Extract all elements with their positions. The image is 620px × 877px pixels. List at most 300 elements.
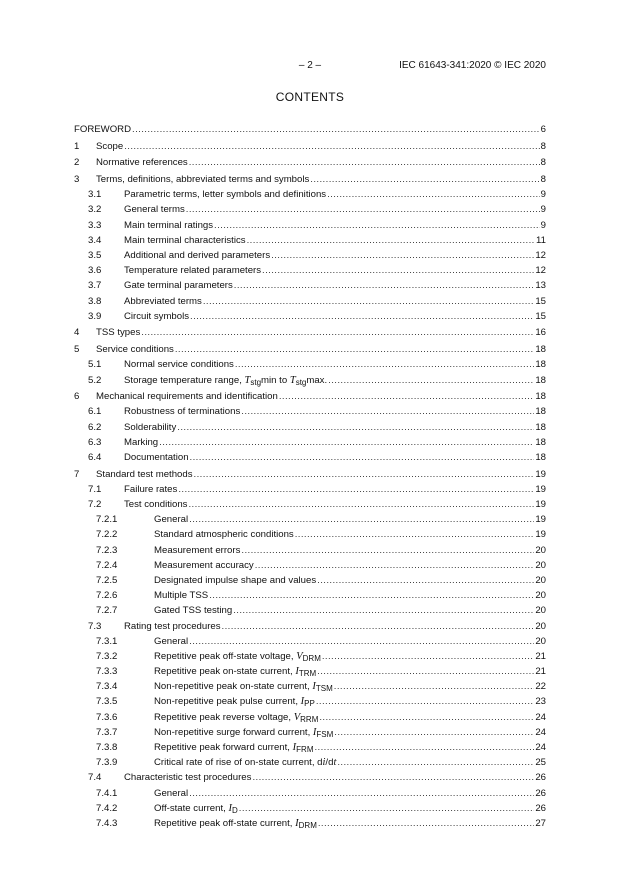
toc-entry-page: 9 (540, 189, 546, 201)
toc-entry[interactable] (74, 122, 546, 137)
toc-entry-number: 7.2.7 (96, 605, 118, 617)
toc-entry-title (154, 543, 241, 558)
toc-entry[interactable] (74, 155, 546, 170)
dot-leader (189, 155, 540, 170)
toc-entry-number: 3.5 (88, 250, 102, 261)
toc-entry-label: Non-repetitive peak on-state current, (154, 681, 313, 693)
toc-entry-page: 18 (535, 451, 546, 463)
toc-entry-label: Standard atmospheric conditions (154, 529, 294, 541)
toc-entry-number: 7.2.6 (96, 590, 118, 602)
toc-entry-number: 5.1 (88, 359, 102, 371)
toc-entry-page: 18 (535, 406, 546, 418)
toc-entry-number: 3.8 (88, 295, 102, 307)
table-of-contents (74, 122, 546, 831)
toc-entry-page: 18 (535, 421, 546, 433)
toc-entry-page: 12 (535, 265, 546, 277)
toc-entry-page: 19 (535, 529, 546, 541)
toc-entry-label: Repetitive peak off-state current, (154, 817, 296, 829)
toc-entry[interactable] (74, 801, 546, 816)
dot-leader (328, 373, 534, 388)
toc-entry-title (124, 770, 252, 785)
toc-entry-label: Abbreviated terms (124, 295, 202, 307)
toc-entry-number: 2 (74, 157, 80, 169)
toc-entry[interactable] (74, 325, 546, 340)
toc-entry-page: 20 (535, 559, 546, 571)
toc-entry[interactable] (74, 278, 546, 293)
toc-entry-number: 6 (74, 391, 80, 403)
dot-leader (189, 786, 534, 801)
toc-entry-number: 7.3.4 (96, 681, 118, 693)
toc-entry[interactable] (74, 770, 546, 785)
toc-entry-title (154, 786, 189, 801)
toc-entry-page: 11 (536, 234, 546, 246)
toc-entry-title (124, 187, 327, 202)
dot-leader (252, 770, 534, 785)
toc-entry-title (124, 497, 188, 512)
toc-entry-page: 25 (535, 757, 546, 769)
toc-entry-label: Circuit symbols (124, 310, 190, 322)
dot-leader (190, 450, 535, 465)
standard-reference: IEC 61643-341:2020 © IEC 2020 (399, 60, 546, 71)
toc-entry[interactable] (74, 588, 546, 603)
toc-entry-page: 20 (535, 544, 546, 556)
toc-entry-number: 6.3 (88, 436, 102, 448)
toc-entry[interactable] (74, 497, 546, 512)
toc-entry-number: 7.3.9 (96, 757, 118, 769)
toc-entry-title (154, 679, 334, 694)
toc-entry[interactable] (74, 309, 546, 324)
toc-entry-label: Additional and derived parameters (124, 250, 271, 261)
symbol-letter: V (293, 711, 301, 723)
toc-entry-label: Non-repetitive peak pulse current, (154, 696, 301, 708)
toc-entry-title (96, 139, 124, 154)
dot-leader (327, 187, 540, 202)
toc-entry-label: FOREWORD (74, 124, 132, 135)
dot-leader (322, 649, 534, 664)
toc-entry[interactable] (74, 573, 546, 588)
dot-leader (194, 467, 535, 482)
toc-entry-page: 18 (535, 391, 546, 403)
toc-entry-number: 3.6 (88, 265, 102, 277)
symbol-subscript: TSM (315, 684, 333, 694)
symbol-letter: I (228, 802, 232, 814)
toc-entry-label: Off-state current, (154, 802, 229, 814)
toc-entry-title (74, 122, 132, 137)
dot-leader (310, 172, 539, 187)
symbol-letter: V (296, 650, 303, 662)
symbol-subscript: PP (304, 699, 315, 709)
toc-entry-label: Mechanical requirements and identification (96, 391, 278, 403)
dot-leader (209, 588, 534, 603)
toc-entry[interactable] (74, 558, 546, 573)
toc-entry-label: Measurement accuracy (154, 559, 254, 571)
toc-entry-label: Test conditions (124, 499, 188, 510)
toc-entry-number: 7.3.5 (96, 696, 118, 708)
dot-leader (337, 755, 534, 770)
toc-entry[interactable] (74, 619, 546, 634)
toc-entry[interactable] (74, 786, 546, 801)
page-number: – 2 – (298, 60, 322, 71)
toc-entry-label: Repetitive peak forward current, (154, 742, 293, 753)
toc-entry-title (124, 420, 177, 435)
dot-leader (255, 558, 535, 573)
toc-entry-page: 21 (535, 666, 546, 678)
toc-entry-page: 26 (535, 787, 546, 799)
dot-leader (295, 527, 535, 542)
dot-leader (317, 664, 534, 679)
toc-entry[interactable] (74, 373, 546, 388)
toc-entry-label: Normal service conditions (124, 359, 234, 371)
toc-entry-title (154, 649, 322, 664)
toc-entry-page: 23 (535, 696, 546, 708)
dot-leader (186, 202, 540, 217)
toc-entry-page: 18 (535, 359, 546, 371)
toc-entry-title (154, 755, 337, 770)
toc-entry-title (124, 218, 214, 233)
toc-entry[interactable] (74, 294, 546, 309)
toc-entry-title (154, 664, 317, 679)
toc-entry-number: 7.3 (88, 620, 102, 632)
toc-entry[interactable] (74, 649, 546, 664)
toc-entry-title (124, 404, 241, 419)
toc-entry-page: 9 (540, 204, 546, 216)
toc-entry-title (154, 740, 314, 755)
dot-leader (317, 573, 534, 588)
dot-leader (271, 248, 534, 263)
toc-entry-page: 9 (540, 219, 546, 231)
toc-entry-label: Non-repetitive surge forward current, (154, 726, 313, 738)
dot-leader (175, 342, 534, 357)
toc-entry-label: Repetitive peak reverse voltage, (154, 711, 294, 723)
toc-entry[interactable] (74, 248, 546, 263)
toc-entry-page: 8 (540, 174, 546, 186)
toc-entry-title (154, 816, 318, 831)
dot-leader (235, 357, 534, 372)
toc-entry[interactable] (74, 263, 546, 278)
toc-entry[interactable] (74, 389, 546, 404)
toc-entry-label: General (154, 787, 189, 799)
toc-entry-number: 3.7 (88, 280, 102, 292)
toc-entry[interactable] (74, 755, 546, 770)
toc-entry-page: 18 (535, 374, 546, 386)
dot-leader (334, 679, 535, 694)
toc-entry-title (124, 357, 235, 372)
toc-entry-label: Failure rates (124, 483, 178, 495)
toc-entry-title (154, 573, 317, 588)
toc-entry-page: 18 (535, 436, 546, 448)
toc-entry-page: 20 (535, 635, 546, 647)
toc-entry-label: Parametric terms, letter symbols and definitions (124, 189, 327, 201)
toc-entry-label: Terms, definitions, abbreviated terms and symbols (96, 174, 310, 186)
toc-entry-label: Temperature related parameters (124, 265, 262, 277)
toc-entry[interactable] (74, 725, 546, 740)
toc-entry[interactable] (74, 740, 546, 755)
symbol-letter: I (295, 817, 299, 829)
dot-leader (177, 420, 534, 435)
dot-leader (319, 710, 534, 725)
toc-entry-page: 24 (535, 711, 546, 723)
toc-entry-number: 6.2 (88, 421, 102, 433)
toc-entry-title (124, 233, 247, 248)
toc-entry-number: 7.2.3 (96, 544, 118, 556)
symbol-subscript: D (231, 805, 238, 815)
toc-entry-label: Repetitive peak off-state voltage, (154, 650, 297, 662)
toc-entry-title (154, 603, 233, 618)
toc-entry-page: 12 (535, 250, 546, 261)
toc-entry[interactable] (74, 139, 546, 154)
toc-entry-page: 19 (535, 499, 546, 510)
toc-entry-page: 20 (535, 620, 546, 632)
toc-entry[interactable] (74, 679, 546, 694)
toc-entry[interactable] (74, 187, 546, 202)
toc-entry[interactable] (74, 527, 546, 542)
dot-leader (334, 725, 534, 740)
toc-entry-label: Characteristic test procedures (124, 772, 252, 784)
toc-entry-page: 19 (535, 514, 546, 526)
symbol-letter: T (244, 374, 251, 386)
symbol-letter: I (292, 742, 297, 753)
toc-entry[interactable] (74, 450, 546, 465)
toc-entry-number: 7.4.2 (96, 802, 118, 814)
toc-entry[interactable] (74, 482, 546, 497)
dot-leader (279, 389, 534, 404)
dot-leader (189, 512, 534, 527)
toc-entry-title (154, 694, 316, 709)
toc-entry-number: 7.3.6 (96, 711, 118, 723)
toc-entry-title (124, 435, 159, 450)
toc-entry-label: Marking (124, 436, 159, 448)
toc-entry-label: General (154, 635, 189, 647)
toc-entry[interactable] (74, 694, 546, 709)
toc-entry[interactable] (74, 467, 546, 482)
toc-entry-page: 22 (535, 681, 546, 693)
toc-entry-title (96, 325, 141, 340)
toc-entry-title (124, 450, 190, 465)
toc-entry-label: Main terminal ratings (124, 219, 214, 231)
toc-entry-label: TSS types (96, 327, 141, 339)
toc-entry-page: 8 (540, 157, 546, 169)
toc-entry-label: Repetitive peak on-state current, (154, 666, 296, 678)
toc-entry-title (154, 725, 334, 740)
symbol-letter: i (322, 757, 326, 769)
toc-entry-label: General (154, 514, 189, 526)
dot-leader (189, 634, 534, 649)
toc-entry-number: 7.2.1 (96, 514, 118, 526)
toc-entry-number: 7.3.7 (96, 726, 118, 738)
toc-entry-number: 7.2.2 (96, 529, 118, 541)
toc-entry-number: 4 (74, 327, 80, 339)
toc-entry-title (96, 172, 310, 187)
toc-entry-title (96, 389, 279, 404)
toc-entry-label: Gated TSS testing (154, 605, 233, 617)
toc-entry-label: Storage temperature range, (124, 374, 245, 386)
toc-entry[interactable] (74, 543, 546, 558)
dot-leader (203, 294, 534, 309)
toc-entry-title (124, 294, 203, 309)
toc-entry-number: 3.3 (88, 219, 102, 231)
toc-entry-page: 20 (535, 590, 546, 602)
toc-entry-page: 6 (540, 124, 546, 135)
toc-entry-page: 20 (535, 605, 546, 617)
toc-entry-label: Multiple TSS (154, 590, 209, 602)
toc-entry-label: Designated impulse shape and values (154, 574, 317, 586)
toc-entry-number: 7.4.3 (96, 817, 118, 829)
toc-entry-label: Documentation (124, 451, 189, 463)
dot-leader (234, 278, 535, 293)
toc-entry-page: 26 (535, 772, 546, 784)
symbol-letter: I (312, 681, 316, 693)
toc-entry-page: 15 (535, 310, 546, 322)
toc-entry-number: 7.3.1 (96, 635, 118, 647)
toc-entry-number: 3.4 (88, 234, 102, 246)
toc-entry-title (96, 467, 194, 482)
toc-entry[interactable] (74, 342, 546, 357)
toc-entry[interactable] (74, 218, 546, 233)
toc-entry[interactable] (74, 172, 546, 187)
toc-entry-number: 7.4 (88, 772, 102, 784)
toc-entry-number: 3.1 (88, 189, 102, 201)
toc-entry[interactable] (74, 202, 546, 217)
toc-entry[interactable] (74, 512, 546, 527)
toc-entry-title (154, 634, 189, 649)
symbol-letter: I (295, 666, 299, 678)
dot-leader (262, 263, 534, 278)
symbol-subscript: DRM (298, 820, 317, 830)
toc-entry-page: 13 (535, 280, 546, 292)
dot-leader (159, 435, 534, 450)
toc-entry-label: General terms (124, 204, 185, 216)
toc-entry-number: 6.1 (88, 406, 102, 418)
dot-leader (188, 497, 534, 512)
toc-entry-number: 5 (74, 344, 80, 356)
toc-entry-label: Gate terminal parameters (124, 280, 233, 292)
dot-leader (214, 218, 540, 233)
toc-entry-title (154, 558, 255, 573)
symbol-subscript: RRM (300, 714, 319, 724)
toc-entry-title (124, 482, 178, 497)
toc-entry-number: 7.1 (88, 483, 102, 495)
toc-entry-label: Robustness of terminations (124, 406, 241, 418)
page-title: CONTENTS (275, 90, 345, 104)
toc-entry-number: 3.2 (88, 204, 102, 216)
toc-entry-title (154, 588, 209, 603)
symbol-subscript: FSM (316, 729, 334, 739)
dot-leader (233, 603, 534, 618)
toc-entry-title (124, 263, 262, 278)
toc-entry-page: 19 (535, 468, 546, 480)
symbol-letter: T (289, 374, 296, 386)
toc-entry-label: Scope (96, 140, 124, 152)
dot-leader (124, 139, 539, 154)
toc-entry-number: 3.9 (88, 310, 102, 322)
toc-entry[interactable] (74, 357, 546, 372)
toc-entry-page: 16 (535, 327, 546, 339)
toc-entry-title (124, 619, 222, 634)
toc-entry-title (154, 527, 295, 542)
symbol-subscript: FRM (296, 745, 314, 754)
toc-entry-number: 6.4 (88, 451, 102, 463)
toc-entry[interactable] (74, 816, 546, 831)
toc-entry-label: Solderability (124, 421, 177, 433)
toc-entry-number: 7.4.1 (96, 787, 118, 799)
toc-entry-page: 27 (535, 817, 546, 829)
dot-leader (247, 233, 535, 248)
toc-entry-title (154, 801, 239, 816)
symbol-letter: t (333, 757, 337, 769)
toc-entry-title (154, 710, 319, 725)
toc-entry-title (96, 155, 189, 170)
dot-leader (222, 619, 535, 634)
dot-leader (314, 740, 534, 755)
toc-entry-number: 5.2 (88, 374, 102, 386)
toc-entry-number: 7.3.3 (96, 666, 118, 678)
toc-entry[interactable] (74, 435, 546, 450)
toc-entry-title (154, 512, 189, 527)
toc-entry[interactable] (74, 603, 546, 618)
toc-entry-page: 18 (535, 344, 546, 356)
toc-entry-title (124, 202, 186, 217)
dot-leader (241, 543, 534, 558)
dot-leader (239, 801, 535, 816)
toc-entry[interactable] (74, 404, 546, 419)
toc-entry-label-part: min to (261, 374, 290, 386)
toc-entry-label: Main terminal characteristics (124, 234, 246, 246)
symbol-subscript: stg (295, 377, 307, 387)
toc-entry-number: 1 (74, 140, 80, 152)
toc-entry-title (124, 248, 271, 263)
dot-leader (178, 482, 534, 497)
toc-entry-page: 26 (535, 802, 546, 814)
toc-entry-page: 19 (535, 483, 546, 495)
symbol-subscript: TRM (298, 669, 317, 679)
toc-entry-number: 3 (74, 174, 80, 186)
toc-entry-number: 7.3.2 (96, 650, 118, 662)
toc-entry-page: 15 (535, 295, 546, 307)
toc-entry-page: 24 (535, 742, 546, 753)
dot-leader (318, 816, 534, 831)
toc-entry-number: 7.3.8 (96, 742, 118, 753)
toc-entry-label: Rating test procedures (124, 620, 221, 632)
toc-entry-number: 7 (74, 468, 80, 480)
dot-leader (141, 325, 534, 340)
toc-entry-title (96, 342, 175, 357)
toc-entry-label: Standard test methods (96, 468, 193, 480)
toc-entry[interactable] (74, 664, 546, 679)
dot-leader (241, 404, 534, 419)
toc-entry-number: 7.2.5 (96, 574, 118, 586)
toc-entry-page: 21 (535, 650, 546, 662)
toc-entry-title (124, 309, 190, 324)
toc-entry-label: Service conditions (96, 344, 174, 356)
toc-entry[interactable] (74, 634, 546, 649)
toc-entry-label: Critical rate of rise of on-state current, d (154, 757, 323, 769)
toc-entry-label-part: /d (325, 757, 334, 769)
toc-entry-title (124, 373, 328, 388)
toc-entry[interactable] (74, 420, 546, 435)
symbol-subscript: stg (250, 377, 262, 387)
toc-entry-page: 24 (535, 726, 546, 738)
dot-leader (316, 694, 535, 709)
toc-entry-page: 20 (535, 574, 546, 586)
toc-entry[interactable] (74, 710, 546, 725)
symbol-letter: I (300, 696, 305, 708)
toc-entry-label: Measurement errors (154, 544, 241, 556)
dot-leader (190, 309, 534, 324)
toc-entry-title (124, 278, 234, 293)
toc-entry-label-part: max. (306, 374, 328, 386)
toc-entry-number: 7.2.4 (96, 559, 118, 571)
toc-entry[interactable] (74, 233, 546, 248)
